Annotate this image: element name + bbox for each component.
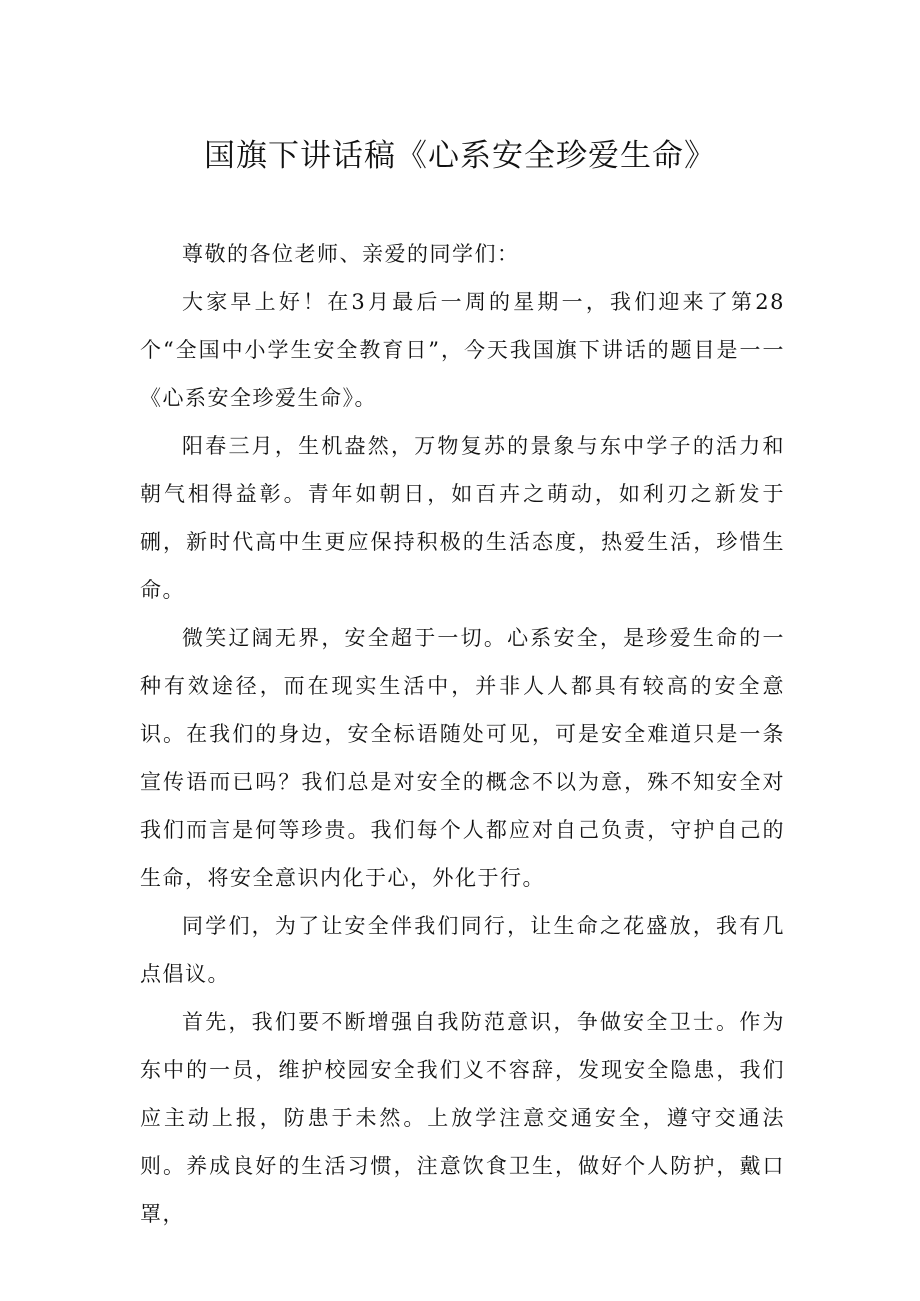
document-body	[140, 230, 785, 1238]
paragraph-proposal: 同学们，为了让安全伴我们同行，让生命之花盛放，我有几点倡议。	[140, 914, 785, 986]
document-title: 国旗下讲话稿《心系安全珍爱生命》	[204, 138, 716, 174]
paragraph-greeting: 尊敬的各位老师、亲爱的同学们：	[182, 242, 520, 266]
paragraph-opening: 大家早上好！在3月最后一周的星期一，我们迎来了第28个“全国中小学生安全教育日”，今天我国旗下讲话的题目是一一《心系安全珍爱生命》。	[140, 290, 785, 410]
paragraph-safety: 微笑辽阔无界，安全超于一切。心系安全，是珍爱生命的一种有效途径，而在现实生活中，并非人人都具有较高的安全意识。在我们的身边，安全标语随处可见，可是安全难道只是一条宣传语而已吗？我们总是对安全的概念不以为意，殊不知安全对我们而言是何等珍贵。我们每个人都应对自己负责，守护自己的生命，将安全意识内化于心，外化于行。	[140, 626, 785, 890]
paragraph-spring: 阳春三月，生机盎然，万物复苏的景象与东中学子的活力和朝气相得益彰。青年如朝日，如百卉之萌动，如利刃之新发于硎，新时代高中生更应保持积极的生活态度，热爱生活，珍惜生命。	[140, 434, 785, 602]
paragraph-first-point: 首先，我们要不断增强自我防范意识，争做安全卫士。作为东中的一员，维护校园安全我们义不容辞，发现安全隐患，我们应主动上报，防患于未然。上放学注意交通安全，遵守交通法则。养成良好的生活习惯，注意饮食卫生，做好个人防护，戴口罩，	[140, 1010, 785, 1226]
